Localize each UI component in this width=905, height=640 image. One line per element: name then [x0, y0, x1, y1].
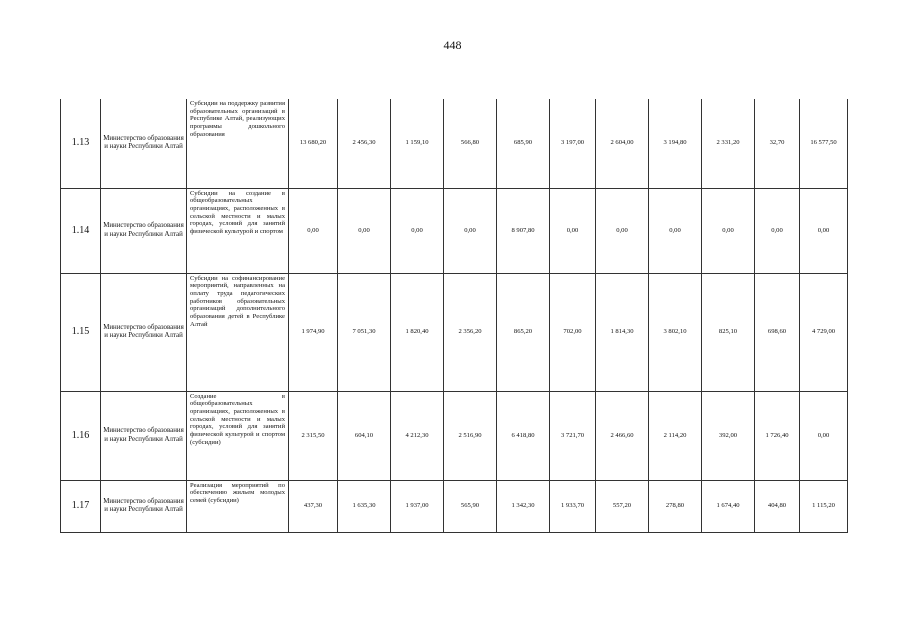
amount-cell: 0,00	[800, 391, 848, 480]
table-row	[61, 99, 848, 188]
amount-cell: 2 356,20	[444, 273, 497, 391]
amount-cell: 3 721,70	[550, 391, 596, 480]
organization-cell: Министерство образования и науки Республики Алтай	[101, 273, 187, 391]
organization-cell: Министерство образования и науки Республики Алтай	[101, 188, 187, 273]
table-row	[61, 391, 848, 480]
row-number: 1.15	[61, 273, 101, 391]
description-cell: Реализация мероприятий по обеспечению жильем молодых семей (субсидии)	[187, 480, 289, 532]
amount-cell: 557,20	[596, 480, 649, 532]
amount-cell: 2 456,30	[338, 99, 391, 188]
description-cell: Субсидии на создание в общеобразовательных организациях, расположенных в сельской местности и малых городах, условий для занятий физической культурой и спортом	[187, 188, 289, 273]
amount-cell: 1 635,30	[338, 480, 391, 532]
amount-cell: 1 937,00	[391, 480, 444, 532]
organization-cell: Министерство образования и науки Республики Алтай	[101, 391, 187, 480]
description-cell: Субсидии на софинансирование мероприятий, направленных на оплату труда педагогических работников образовательных организаций дополнительного образования детей в Республике Алтай	[187, 273, 289, 391]
table-row	[61, 188, 848, 273]
amount-cell: 0,00	[444, 188, 497, 273]
row-number: 1.17	[61, 480, 101, 532]
amount-cell: 4 212,30	[391, 391, 444, 480]
amount-cell: 0,00	[550, 188, 596, 273]
amount-cell: 0,00	[755, 188, 800, 273]
amount-cell: 566,80	[444, 99, 497, 188]
amount-cell: 1 726,40	[755, 391, 800, 480]
amount-cell: 7 051,30	[338, 273, 391, 391]
amount-cell: 1 820,40	[391, 273, 444, 391]
amount-cell: 2 604,00	[596, 99, 649, 188]
amount-cell: 685,90	[497, 99, 550, 188]
amount-cell: 1 974,90	[289, 273, 338, 391]
amount-cell: 1 159,10	[391, 99, 444, 188]
amount-cell: 3 802,10	[649, 273, 702, 391]
organization-cell: Министерство образования и науки Республики Алтай	[101, 480, 187, 532]
amount-cell: 32,70	[755, 99, 800, 188]
amount-cell: 702,00	[550, 273, 596, 391]
amount-cell: 0,00	[391, 188, 444, 273]
amount-cell: 698,60	[755, 273, 800, 391]
amount-cell: 2 516,90	[444, 391, 497, 480]
row-number: 1.14	[61, 188, 101, 273]
amount-cell: 3 194,80	[649, 99, 702, 188]
amount-cell: 13 680,20	[289, 99, 338, 188]
amount-cell: 0,00	[338, 188, 391, 273]
amount-cell: 0,00	[702, 188, 755, 273]
amount-cell: 2 315,50	[289, 391, 338, 480]
amount-cell: 8 907,80	[497, 188, 550, 273]
subsidy-table	[60, 99, 848, 533]
amount-cell: 6 418,80	[497, 391, 550, 480]
amount-cell: 604,10	[338, 391, 391, 480]
amount-cell: 4 729,00	[800, 273, 848, 391]
amount-cell: 825,10	[702, 273, 755, 391]
amount-cell: 0,00	[800, 188, 848, 273]
amount-cell: 2 114,20	[649, 391, 702, 480]
amount-cell: 2 466,60	[596, 391, 649, 480]
amount-cell: 437,30	[289, 480, 338, 532]
amount-cell: 3 197,00	[550, 99, 596, 188]
amount-cell: 278,80	[649, 480, 702, 532]
amount-cell: 565,90	[444, 480, 497, 532]
table-row	[61, 480, 848, 532]
amount-cell: 1 674,40	[702, 480, 755, 532]
amount-cell: 2 331,20	[702, 99, 755, 188]
amount-cell: 1 342,30	[497, 480, 550, 532]
description-cell: Субсидии на поддержку развития образовательных организаций в Республике Алтай, реализующих программы дошкольного образования	[187, 99, 289, 188]
amount-cell: 0,00	[649, 188, 702, 273]
description-cell: Создание в общеобразовательных организациях, расположенных в сельской местности и малых городах, условий для занятий физической культурой и спортом (субсидии)	[187, 391, 289, 480]
amount-cell: 1 814,30	[596, 273, 649, 391]
table-row	[61, 273, 848, 391]
row-number: 1.16	[61, 391, 101, 480]
amount-cell: 0,00	[289, 188, 338, 273]
organization-cell: Министерство образования и науки Республики Алтай	[101, 99, 187, 188]
amount-cell: 392,00	[702, 391, 755, 480]
amount-cell: 16 577,50	[800, 99, 848, 188]
amount-cell: 0,00	[596, 188, 649, 273]
page-number: 448	[443, 38, 462, 52]
amount-cell: 1 933,70	[550, 480, 596, 532]
row-number: 1.13	[61, 99, 101, 188]
amount-cell: 404,80	[755, 480, 800, 532]
amount-cell: 1 115,20	[800, 480, 848, 532]
amount-cell: 865,20	[497, 273, 550, 391]
